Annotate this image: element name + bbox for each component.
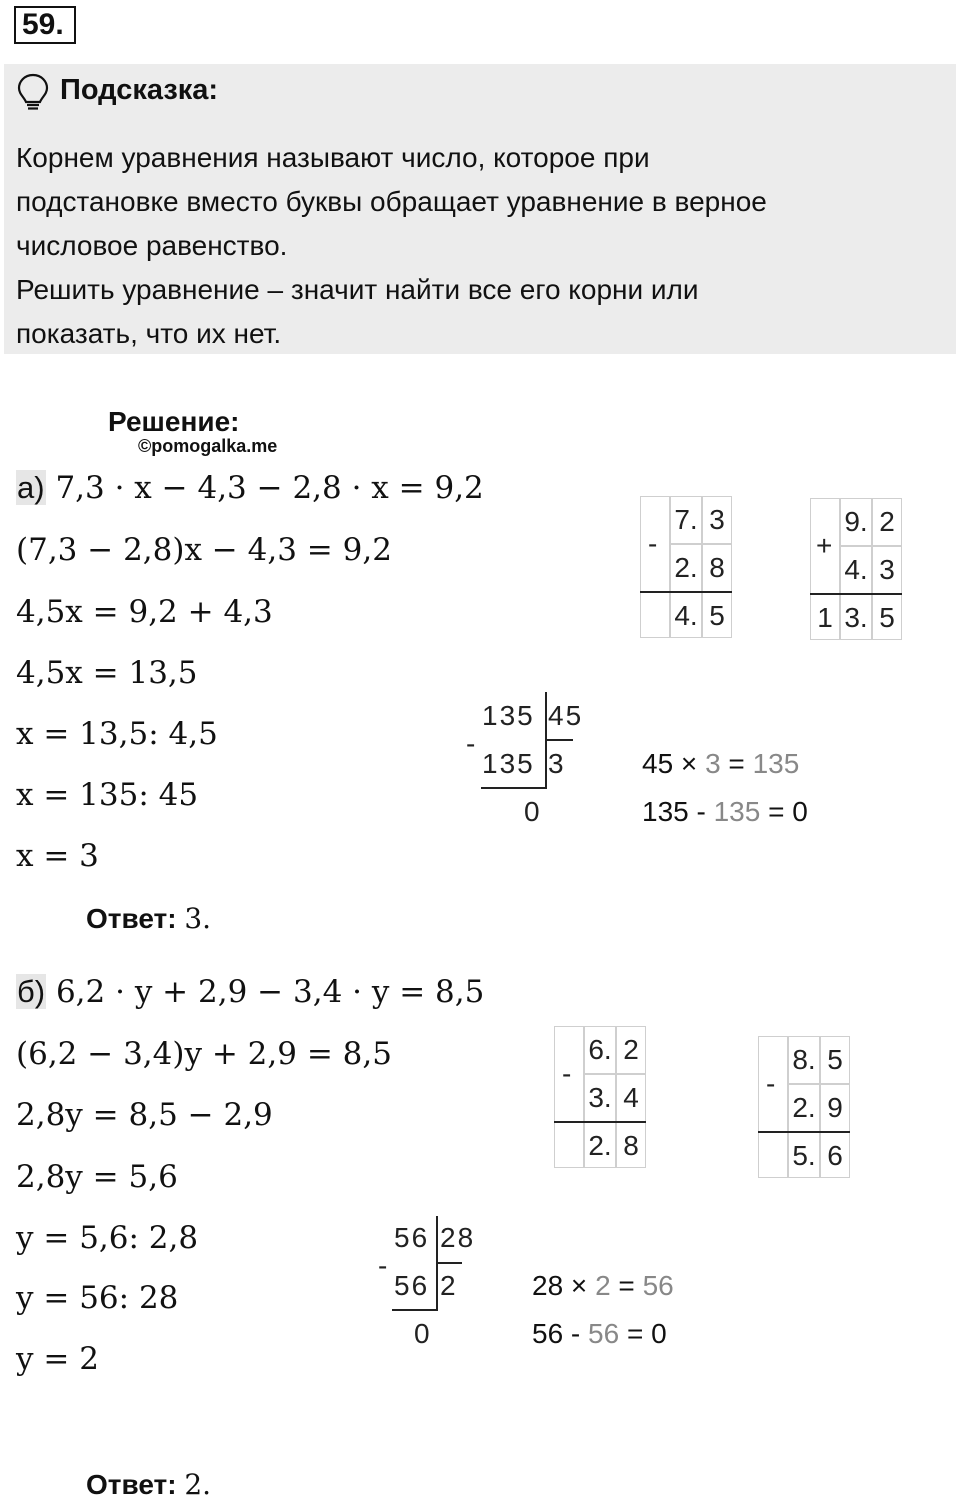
part-b-step: y = 2 (16, 1341, 99, 1377)
part-a-step: x = 135: 45 (16, 777, 199, 813)
minus-sign: - (562, 1058, 572, 1089)
product: 135 (482, 748, 535, 779)
hint-line: подстановке вместо буквы обращает уравнение в верное (16, 186, 767, 217)
part-a-step: 4,5x = 9,2 + 4,3 (16, 594, 273, 630)
sum-line (554, 1121, 646, 1123)
digit: 9. (840, 498, 872, 546)
digit: 5 (872, 594, 902, 640)
divisor: 45 (548, 700, 584, 731)
digit: 5. (788, 1132, 820, 1178)
digit: 3 (872, 546, 902, 594)
part-a-step: 4,5x = 13,5 (16, 655, 198, 691)
part-a-answer: Ответ: 3. (86, 902, 212, 935)
minus-sign: - (466, 728, 478, 759)
part-a-equation (16, 470, 484, 506)
digit: 9 (820, 1084, 850, 1132)
product: 56 (394, 1270, 430, 1301)
part-b-label: б) (17, 974, 46, 1009)
digit: 2 (616, 1026, 646, 1074)
digit: 4 (616, 1074, 646, 1122)
digit: 4. (670, 592, 702, 638)
plus-sign: + (816, 530, 833, 561)
watermark: ©pomogalka.me (138, 436, 278, 456)
lightbulb-icon (16, 72, 50, 117)
check-subtract: 56 - 56 = 0 (532, 1318, 667, 1349)
part-b-step: y = 56: 28 (16, 1280, 179, 1316)
check-multiply: 28 × 2 = 56 (532, 1270, 674, 1301)
digit: 3 (702, 496, 732, 544)
sum-line (810, 593, 902, 595)
part-b-step: y = 5,6: 2,8 (16, 1220, 199, 1256)
remainder: 0 (414, 1318, 432, 1349)
check-subtract: 135 - 135 = 0 (642, 796, 808, 827)
digit: 4. (840, 546, 872, 594)
part-b-answer: Ответ: 2. (86, 1468, 212, 1501)
part-b-equation (16, 974, 484, 1010)
part-a-step: x = 13,5: 4,5 (16, 716, 218, 752)
digit: 1 (810, 594, 840, 640)
hint-line: показать, что их нет. (16, 318, 282, 349)
dividend: 56 (394, 1222, 430, 1253)
part-b-step: (6,2 − 3,4)y + 2,9 = 8,5 (16, 1036, 392, 1072)
digit: 6. (584, 1026, 616, 1074)
digit: 3. (584, 1074, 616, 1122)
minus-sign: - (766, 1068, 776, 1099)
divisor: 28 (440, 1222, 476, 1253)
digit: 8. (788, 1036, 820, 1084)
digit: 2. (670, 544, 702, 592)
minus-sign: - (378, 1250, 390, 1281)
quotient: 2 (440, 1270, 458, 1301)
digit: 6 (820, 1132, 850, 1178)
digit: 8 (616, 1122, 646, 1168)
digit: 3. (840, 594, 872, 640)
minus-sign: - (648, 528, 658, 559)
digit: 2 (872, 498, 902, 546)
check-multiply: 45 × 3 = 135 (642, 748, 800, 779)
hint-line: числовое равенство. (16, 230, 288, 261)
part-a-step: x = 3 (16, 838, 99, 874)
part-a-first: 7,3 · x − 4,3 − 2,8 · x = 9,2 (55, 470, 484, 506)
exercise-number: 59. (14, 6, 76, 44)
digit: 5 (820, 1036, 850, 1084)
digit: 7. (670, 496, 702, 544)
part-a-label: а) (17, 470, 45, 505)
digit: 8 (702, 544, 732, 592)
hint-line: Решить уравнение – значит найти все его корни или (16, 274, 699, 305)
sum-line (640, 591, 732, 593)
part-b-step: 2,8y = 8,5 − 2,9 (16, 1097, 273, 1133)
quotient: 3 (548, 748, 566, 779)
solution-title: Решение: (108, 406, 240, 437)
dividend: 135 (482, 700, 535, 731)
hint-title: Подсказка: (60, 74, 219, 106)
part-b-step: 2,8y = 5,6 (16, 1159, 178, 1195)
sum-line (758, 1131, 850, 1133)
hint-line: Корнем уравнения называют число, которое при (16, 142, 650, 173)
part-b-first: 6,2 · y + 2,9 − 3,4 · y = 8,5 (55, 974, 485, 1010)
digit: 5 (702, 592, 732, 638)
digit: 2. (584, 1122, 616, 1168)
digit: 2. (788, 1084, 820, 1132)
remainder: 0 (524, 796, 542, 827)
part-a-step: (7,3 − 2,8)x − 4,3 = 9,2 (16, 532, 392, 568)
